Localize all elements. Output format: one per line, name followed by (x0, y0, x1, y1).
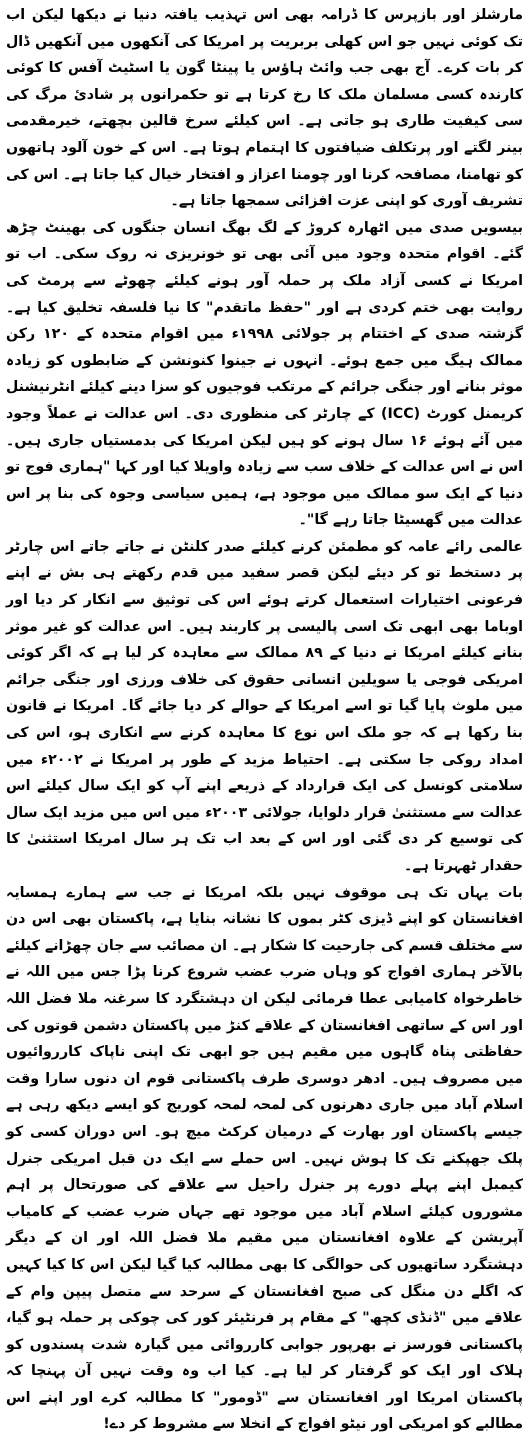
paragraph: بیسویں صدی میں اٹھارہ کروڑ کے لگ بھگ انسان جنگوں کی بھینٹ چڑھ گئے۔ اقوام متحدہ وجود میں آئی بھی تو خونریزی نہ روک سکی۔ اب تو امریکا نے کسی آزاد ملک پر حملہ آور ہونے کیلئے چھوٹے سے پرمٹ کی روایت بھی ختم کردی ہے اور "حفظ ماتقدم" کا نیا فلسفہ تخلیق کیا ہے۔ گزشتہ صدی کے اختتام پر جولائی ۱۹۹۸ء میں اقوام متحدہ کے ۱۲۰ رکن ممالک ہیگ میں جمع ہوئے۔ انہوں نے جینوا کنونشن کے ضابطوں کو زیادہ موثر بنانے اور جنگی جرائم کے مرتکب فوجیوں کو سزا دینے کیلئے انٹرنیشنل کریمنل کورٹ (ICC) کے چارٹر کی منظوری دی۔ اس عدالت نے عملاً وجود میں آئے ہوئے ۱۶ سال ہونے کو ہیں لیکن امریکا کی بدمستیاں جاری ہیں۔ اس نے اس عدالت کے خلاف سب سے زیادہ واویلا کیا اور کہا "ہماری فوج تو دنیا کے ایک سو ممالک میں موجود ہے، ہمیں سیاسی وجوہ کی بنا پر اس عدالت میں گھسیٹا جاتا رہے گا"۔ (6, 219, 524, 529)
paragraph: مارشلز اور بازپرس کا ڈرامہ بھی اس تہذیب یافتہ دنیا نے دیکھا لیکن اب تک کوئی نہیں جو اس کھلی بربریت پر امریکا کی آنکھوں میں آنکھیں ڈال کر بات کرے۔ آج بھی جب وائٹ ہاؤس یا پینٹا گون یا اسٹیٹ آفس کا کوئی کارندہ کسی مسلمان ملک کا رخ کرتا ہے تو حکمرانوں پر شادیٔ مرگ کی سی کیفیت طاری ہو جاتی ہے۔ اس کیلئے سرخ قالین بچھتے، خیرمقدمی بینر لگتے اور پرتکلف ضیافتوں کا اہتمام ہوتا ہے۔ اس کے خون آلود ہاتھوں کو تھامنا، مصافحہ کرنا اور چومنا اعزاز و افتخار خیال کیا جاتا ہے۔ اس کی تشریف آوری کو اپنی عزت افزائی سمجھا جاتا ہے۔ (6, 7, 523, 210)
paragraph: عالمی رائے عامہ کو مطمئن کرنے کیلئے صدر کلنٹن نے جاتے جاتے اس چارٹر پر دستخط تو کر دیئے لیکن قصر سفید میں قدم رکھتے ہی بش نے اپنے فرعونی اختیارات استعمال کرتے ہوئے اس کی توثیق سے انکار کر دیا اور اوباما بھی ابھی تک اسی پالیسی پر کاربند ہیں۔ اس عدالت کو غیر موثر بنانے کیلئے امریکا نے دنیا کے ۸۹ ممالک سے معاہدہ کر لیا ہے کہ اگر کوئی امریکی فوجی یا سویلین انسانی حقوق کی خلاف ورزی اور جنگی جرائم میں ملوث پایا گیا تو اسے امریکا کے حوالے کر دیا جائے گا۔ امریکا نے قانون بنا رکھا ہے کہ جو ملک اس نوع کا معاہدہ کرنے سے انکاری ہو، اس کی امداد روکی جا سکتی ہے۔ احتیاط مزید کے طور پر امریکا نے ۲۰۰۲ء میں سلامتی کونسل کی ایک قرارداد کے ذریعے اپنے آپ کو ایک سال کیلئے اس عدالت سے مستثنیٰ قرار دلوایا، جولائی ۲۰۰۳ء میں اس میں مزید ایک سال کی توسیع کر دی گئی اور اس کے بعد اب تک ہر سال امریکا استثنیٰ کا حقدار ٹھہرتا ہے۔ (6, 538, 523, 874)
paragraph: بات یہاں تک ہی موقوف نہیں بلکہ امریکا نے جب سے ہمارے ہمسایہ افغانستان کو اپنے ڈیزی کٹر بموں کا نشانہ بنایا ہے، پاکستان بھی اس دن سے مختلف قسم کی جارحیت کا شکار ہے۔ ان مصائب سے جان چھڑانے کیلئے بالآخر ہماری افواج کو وہاں ضرب عضب شروع کرنا پڑا جس میں اللہ نے خاطرخواہ کامیابی عطا فرمائی لیکن ان دہشتگرد کا سرغنہ ملا فضل اللہ اور اس کے ساتھی افغانستان کے علاقے کنڑ میں پاکستان دشمن قوتوں کی حفاظتی پناہ گاہوں میں مقیم ہیں جو ابھی تک اپنی ناپاک کارروائیوں میں مصروف ہیں۔ ادھر دوسری طرف پاکستانی قوم ان دنوں سارا وقت اسلام آباد میں جاری دھرنوں کی لمحہ لمحہ کوریج کو ایسے دیکھ رہی ہے جیسے پاکستان اور بھارت کے درمیان کرکٹ میچ ہو۔ اس دوران کسی کو پلک جھپکنے تک کا ہوش نہیں۔ اس حملے سے ایک دن قبل امریکی جنرل کیمبل اپنے پہلے دورے پر جنرل راحیل سے علاقے کی صورتحال پر اہم مشوروں کیلئے اسلام آباد میں موجود تھے جہاں ضرب عضب کے کامیاب آپریشن کے علاوہ افغانستان میں مقیم ملا فضل اللہ اور ان کے دیگر دہشتگرد ساتھیوں کی حوالگی کا بھی مطالبہ کیا گیا لیکن اس کا کیا کہیں کہ اگلے دن منگل کی صبح افغانستان کے سرحد سے متصل پیپن وام کے علاقے میں "ڈنڈی کچھ" کے مقام پر فرنٹیئر کور کی چوکی پر حملہ ہو گیا، پاکستانی فورسز نے بھرپور جوابی کارروائی میں گیارہ شدت پسندوں کو ہلاک اور ایک کو گرفتار کر لیا ہے۔ کیا اب وہ وقت نہیں آن پہنچا کہ پاکستان امریکا اور افغانستان سے "ڈومور" کا مطالبہ کرے اور اپنے اس مطالبے کو امریکی اور نیٹو افواج کے انخلا سے مشروط کر دے! (6, 884, 523, 1433)
